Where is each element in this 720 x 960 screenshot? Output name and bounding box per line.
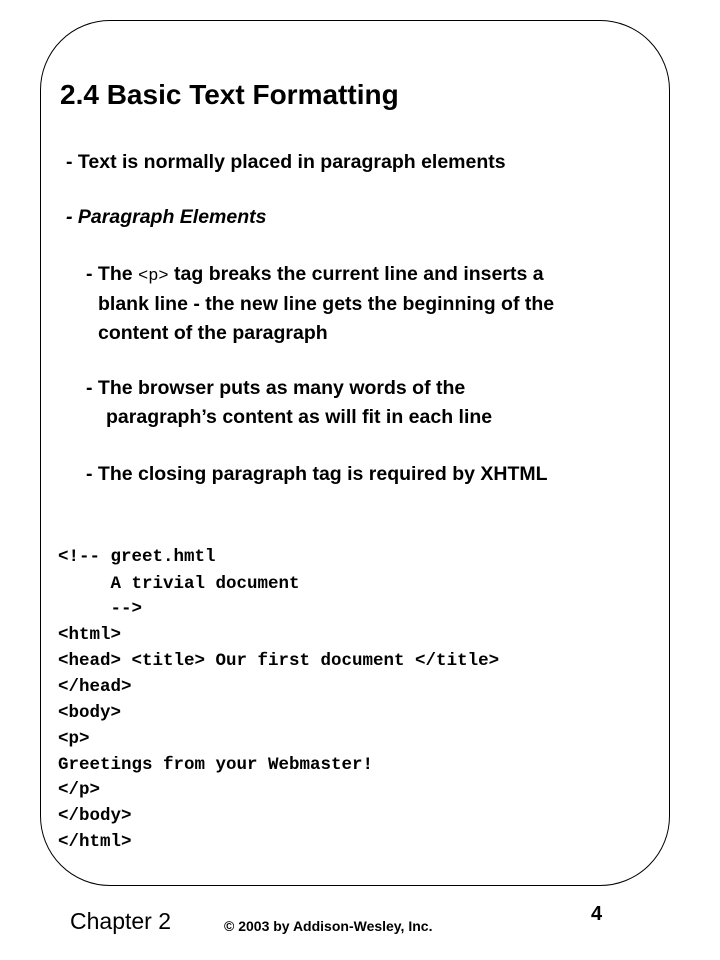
footer-chapter: Chapter 2 xyxy=(70,908,172,934)
code-line: </body> xyxy=(58,806,132,826)
inline-p-tag: <p> xyxy=(138,267,169,286)
code-line: --> xyxy=(58,599,143,619)
code-line: <body> xyxy=(58,703,122,723)
code-line: <html> xyxy=(58,625,122,645)
bullet-paragraph-elements: - Paragraph Elements xyxy=(66,206,267,228)
bullet-p-tag-suffix: tag breaks the current line and inserts a xyxy=(168,263,544,285)
code-line: </p> xyxy=(58,780,101,800)
code-line: </head> xyxy=(58,677,132,697)
bullet-browser-words-line1: - The browser puts as many words of the xyxy=(86,377,466,399)
bullet-p-tag-prefix: - The xyxy=(86,263,138,285)
bullet-closing-tag: - The closing paragraph tag is required by XHTML xyxy=(86,463,548,485)
code-line: Greetings from your Webmaster! xyxy=(58,755,374,775)
bullet-browser-words-line2: paragraph’s content as will fit in each line xyxy=(106,406,493,428)
bullet-p-tag-line1 xyxy=(86,265,544,285)
bullet-p-tag-line2: blank line - the new line gets the beginning of the xyxy=(98,293,555,315)
code-line: <head> <title> Our first document </title> xyxy=(58,651,500,671)
footer-copyright: © 2003 by Addison-Wesley, Inc. xyxy=(224,918,433,934)
code-line: <p> xyxy=(58,729,90,749)
page-number: 4 xyxy=(591,903,603,925)
code-line: <!-- greet.hmtl xyxy=(58,547,216,567)
code-line: </html> xyxy=(58,832,132,852)
bullet-text-in-paragraphs: - Text is normally placed in paragraph elements xyxy=(66,151,506,173)
code-line: A trivial document xyxy=(58,574,300,594)
bullet-p-tag-line3: content of the paragraph xyxy=(98,322,328,344)
slide-title: 2.4 Basic Text Formatting xyxy=(60,79,399,110)
